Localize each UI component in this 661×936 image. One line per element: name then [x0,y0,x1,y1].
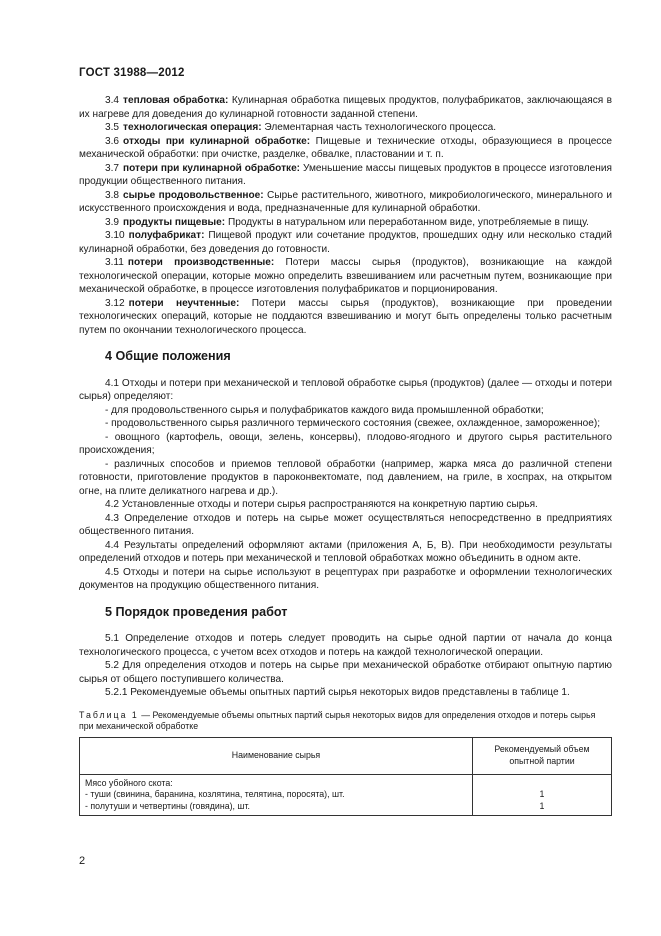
definition-text: Пищевой продукт или сочетание продуктов, прошедших одну или несколько стадий кулинарной обработки, без доведения до готовности. [79,230,613,255]
paragraph: 4.1 Отходы и потери при механической и тепловой обработке сырья (продуктов) (далее — отходы и потери сырья) определяют: [79,377,612,402]
page-number: 2 [79,855,86,867]
definition-term: сырье продовольственное: [123,189,264,201]
definition-number: 3.10 [105,230,125,241]
paragraph: 4.3 Определение отходов и потерь на сырье может осуществляться непосредственно в предприятиях общественного питания. [79,512,612,537]
section-5-heading: 5 Порядок проведения работ [105,604,288,619]
paragraph: 5.2.1 Рекомендуемые объемы опытных партий сырья некоторых видов представлены в таблице 1. [105,687,570,698]
definition-item [79,94,612,121]
definition-text: Кулинарная обработка пищевых продуктов, полуфабрикатов, заключающаяся в их нагреве для доведения до кулинарной готовности заданной степени. [79,95,613,120]
table-row [80,774,612,816]
definition-number: 3.6 [105,135,120,147]
section-4-heading: 4 Общие положения [105,349,231,363]
definition-item [79,297,612,338]
table-row-name: - полутуши и четвертины (говядина), шт. [85,800,250,811]
paragraph: - для продовольственного сырья и полуфабрикатов каждого вида промышленной обработки; [105,404,544,416]
paragraph: 5.1 Определение отходов и потерь следует проводить на сырье одной партии от начала до конца технологического процесса, с учетом всех отходов и потерь на каждой технологической операции. [79,633,612,658]
table-row-name: - туши (свинина, баранина, козлятина, телятина, поросята), шт. [85,789,345,799]
definition-number: 3.11 [105,257,124,268]
column-header-name: Наименование сырья [80,737,473,774]
definition-item [79,256,612,297]
table-label: Таблица 1 [79,709,139,720]
definition-item [79,121,612,135]
definition-text: Потери массы сырья (продуктов), возникающие на каждой технологической операции, которые можно определить взвешиванием или расчетным путем, возникающие при механической обработке, в процессе изготовления полуфабрикатов и порционирования. [79,257,612,295]
table-header-row [80,737,612,774]
definition-item [79,216,612,230]
paragraph: - продовольственного сырья различного термического состояния (свежее, охлажденное, замороженное); [105,418,601,429]
definition-text: Продукты в натуральном или переработанном виде, употребляемые в пищу. [227,216,589,228]
paragraph: 4.4 Результаты определений оформляют актами (приложения А, Б, В). При необходимости результаты определений отходов и потерь при механической и тепловой обработках можно объединить в одном акте. [79,539,612,564]
table-cell-values [473,774,612,816]
definition-term: отходы при кулинарной обработке: [123,135,311,147]
table-caption-text: — Рекомендуемые объемы опытных партий сырья некоторых видов для определения отходов и потерь сырья при механической обработке [79,709,596,731]
table-1 [79,737,612,817]
definition-term: продукты пищевые: [123,216,226,228]
page-content [79,94,612,816]
paragraph: - различных способов и приемов тепловой обработки (например, жарка мяса до различной степени готовности, приготовление продуктов в пароконвектомате, под давлением, на гриле, в хоспрах, на открытом огне, на плите деликатного нагрева и др.). [79,458,612,497]
definition-item [79,162,612,189]
document-header: ГОСТ 31988—2012 [79,67,185,79]
definition-term: тепловая обработка: [123,95,229,106]
definition-term: потери производственные: [127,257,275,268]
definitions-list [79,94,612,337]
definition-term: потери неучтенные: [128,297,240,309]
definition-text: Потери массы сырья (продуктов), возникающие при проведении технологических операций, которые не поддаются взвешиванию и могут быть определены только расчетным путем по окончании технологического процесса. [79,297,612,336]
definition-term: полуфабрикат: [128,230,205,241]
paragraph: - овощного (картофель, овощи, зелень, консервы), плодово-ягодного и другого сырья растительного происхождения; [79,431,612,456]
table-row-value: 1 [539,789,545,799]
definition-number: 3.7 [105,162,120,174]
definition-text: Уменьшение массы пищевых продуктов в процессе изготовления продукции общественного питания. [79,162,612,187]
column-header-volume: Рекомендуемый объем опытной партии [473,737,612,774]
paragraph: 4.5 Отходы и потери на сырье используют в рецептурах при разработке и оформлении технологических документов на продукцию общественного питания. [79,566,612,591]
definition-number: 3.4 [105,95,120,106]
definition-number: 3.9 [105,216,120,228]
definition-text: Элементарная часть технологического процесса. [264,122,497,133]
definition-number: 3.8 [105,189,120,201]
table-group-label: Мясо убойного скота: [85,777,173,788]
definition-number: 3.12 [105,297,125,309]
paragraph: 4.2 Установленные отходы и потери сырья распространяются на конкретную партию сырья. [105,499,538,510]
definition-item [79,189,612,216]
section-5-body [79,632,612,700]
table-cell-names [80,774,473,816]
definition-term: технологическая операция: [123,122,262,133]
definition-text: Пищевые и технические отходы, образующиеся в процессе механической обработки: при очистке, разделке, обвалке, пластовании и т. п. [79,135,613,160]
definition-text: Сырье растительного, животного, микробиологического, минерального и искусственного происхождения и вода, предназначенные для кулинарной обработки. [79,189,613,214]
definition-number: 3.5 [105,122,120,133]
table-caption [79,710,612,733]
definition-item [79,229,612,256]
paragraph: 5.2 Для определения отходов и потерь на сырье при механической обработке отбирают опытную партию сырья от общего поступившего количества. [79,660,612,685]
section-4-body [79,377,612,593]
definition-item [79,135,612,162]
table-row-value: 1 [539,800,545,811]
definition-term: потери при кулинарной обработке: [123,162,301,174]
